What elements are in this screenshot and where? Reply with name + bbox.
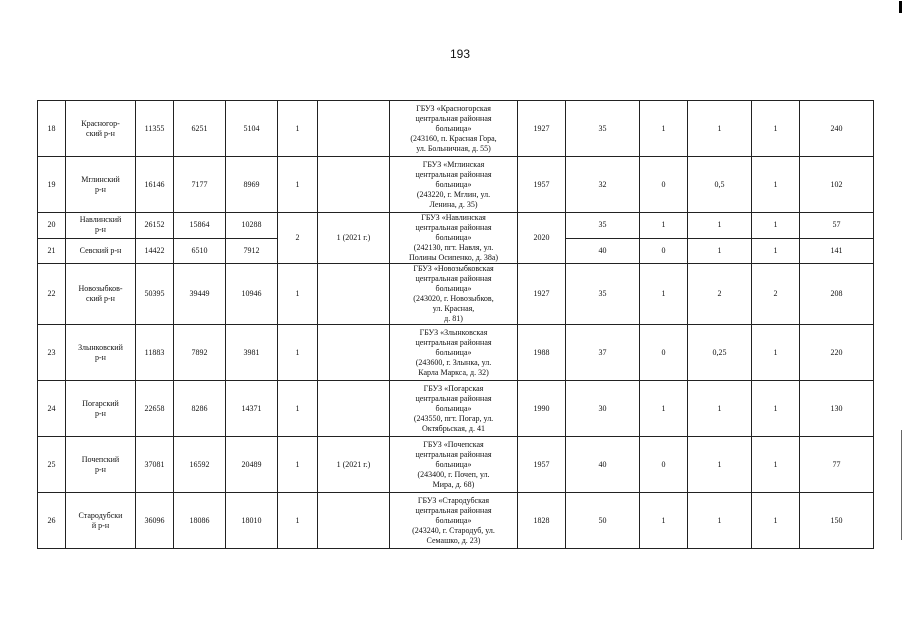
planned-col5 <box>318 325 390 381</box>
page-number: 193 <box>449 47 471 61</box>
organization-line: центральная районная <box>415 505 492 515</box>
value-col11: 220 <box>800 325 874 381</box>
planned-col5 <box>318 493 390 549</box>
organization-line: Полины Осипенко, д. 38а) <box>408 253 499 262</box>
district-name: Севский р-н <box>66 238 136 264</box>
year-built: 1990 <box>518 381 566 437</box>
corner-mark <box>899 1 902 13</box>
value-col7: 35 <box>566 213 640 239</box>
planned-col5 <box>318 157 390 213</box>
organization-line: ул. Больничная, д. 55) <box>416 143 491 153</box>
value-col11: 102 <box>800 157 874 213</box>
value-col10: 1 <box>752 437 800 493</box>
organization-cell <box>390 157 518 213</box>
population-col2: 7892 <box>174 325 226 381</box>
district-name: Навлинский р-н <box>66 213 136 239</box>
population-col3: 8969 <box>226 157 278 213</box>
organization-line: ул. Красная, <box>432 304 475 313</box>
year-built: 1957 <box>518 437 566 493</box>
table-row <box>38 325 874 381</box>
value-col10: 1 <box>752 493 800 549</box>
organization-line: ГБУЗ «Новозыбковская <box>413 264 494 273</box>
district-name: Стародубски й р-н <box>66 493 136 549</box>
value-col10: 2 <box>752 264 800 325</box>
row-number: 20 <box>38 213 66 239</box>
value-col10: 1 <box>752 101 800 157</box>
population-total: 11883 <box>136 325 174 381</box>
organization-line: Ленина, д. 35) <box>429 199 478 209</box>
organization-line: (243220, г. Мглин, ул. <box>416 189 491 199</box>
row-number: 24 <box>38 381 66 437</box>
row-number: 23 <box>38 325 66 381</box>
year-built: 1957 <box>518 157 566 213</box>
organization-line: больница» <box>435 123 472 133</box>
district-name: Погарский р-н <box>66 381 136 437</box>
population-total: 50395 <box>136 264 174 325</box>
population-col2: 6251 <box>174 101 226 157</box>
organization-line: Семашко, д. 23) <box>426 535 481 545</box>
value-col11: 130 <box>800 381 874 437</box>
district-name: Мглинский р-н <box>66 157 136 213</box>
organization-line: (242130, пгт. Навля, ул. <box>413 243 494 252</box>
row-number: 26 <box>38 493 66 549</box>
value-col9: 1 <box>688 437 752 493</box>
table-row <box>38 493 874 549</box>
organization-cell <box>390 101 518 157</box>
value-col9: 2 <box>688 264 752 325</box>
value-col8: 0 <box>640 325 688 381</box>
data-table <box>37 100 874 549</box>
scan-edge-line <box>901 430 902 540</box>
value-col7: 35 <box>566 101 640 157</box>
population-col2: 8286 <box>174 381 226 437</box>
organization-line: д. 81) <box>444 314 463 323</box>
population-total: 16146 <box>136 157 174 213</box>
organization-line: больница» <box>435 459 472 469</box>
population-col3: 18010 <box>226 493 278 549</box>
organization-line: больница» <box>435 347 472 357</box>
table-row <box>38 437 874 493</box>
planned-col5 <box>318 101 390 157</box>
value-col9: 1 <box>688 493 752 549</box>
value-col9: 0,25 <box>688 325 752 381</box>
population-total: 14422 <box>136 238 174 264</box>
organization-line: центральная районная <box>415 393 492 403</box>
value-col9: 1 <box>688 101 752 157</box>
population-col2: 16592 <box>174 437 226 493</box>
value-col7: 40 <box>566 238 640 264</box>
table-row <box>38 101 874 157</box>
count-col4: 2 <box>278 213 318 264</box>
organization-line: больница» <box>435 403 472 413</box>
year-built: 1988 <box>518 325 566 381</box>
count-col4: 1 <box>278 381 318 437</box>
organization-line: центральная районная <box>415 169 492 179</box>
table-row <box>38 264 874 325</box>
organization-line: центральная районная <box>415 337 492 347</box>
organization-cell <box>390 264 518 325</box>
population-total: 26152 <box>136 213 174 239</box>
table-row <box>38 213 874 239</box>
population-col2: 39449 <box>174 264 226 325</box>
organization-line: больница» <box>435 284 472 293</box>
organization-line: ГБУЗ «Стародубская <box>417 495 490 505</box>
count-col4: 1 <box>278 437 318 493</box>
organization-line: (243400, г. Почеп, ул. <box>417 469 490 479</box>
value-col8: 0 <box>640 437 688 493</box>
organization-line: центральная районная <box>415 113 492 123</box>
organization-line: (243550, пгт. Погар, ул. <box>413 413 494 423</box>
value-col10: 1 <box>752 381 800 437</box>
value-col11: 240 <box>800 101 874 157</box>
table-row <box>38 381 874 437</box>
value-col10: 1 <box>752 325 800 381</box>
value-col11: 77 <box>800 437 874 493</box>
population-col2: 18086 <box>174 493 226 549</box>
organization-line: ГБУЗ «Мглинская <box>422 159 485 169</box>
population-col3: 10288 <box>226 213 278 239</box>
count-col4: 1 <box>278 157 318 213</box>
value-col10: 1 <box>752 157 800 213</box>
value-col7: 37 <box>566 325 640 381</box>
count-col4: 1 <box>278 325 318 381</box>
organization-line: Октябрьская, д. 41 <box>422 423 485 433</box>
population-total: 36096 <box>136 493 174 549</box>
population-col2: 7177 <box>174 157 226 213</box>
organization-line: ГБУЗ «Красногорская <box>416 103 491 113</box>
row-number: 25 <box>38 437 66 493</box>
year-built: 1927 <box>518 264 566 325</box>
year-built: 2020 <box>518 213 566 264</box>
organization-line: центральная районная <box>415 449 492 459</box>
value-col7: 32 <box>566 157 640 213</box>
population-col3: 7912 <box>226 238 278 264</box>
value-col9: 0,5 <box>688 157 752 213</box>
value-col7: 35 <box>566 264 640 325</box>
value-col11: 57 <box>800 213 874 239</box>
value-col9: 1 <box>688 213 752 239</box>
value-col10: 1 <box>752 238 800 264</box>
count-col4: 1 <box>278 493 318 549</box>
organization-line: больница» <box>435 179 472 189</box>
value-col7: 40 <box>566 437 640 493</box>
population-col3: 14371 <box>226 381 278 437</box>
district-name: Злынковский р-н <box>66 325 136 381</box>
population-total: 11355 <box>136 101 174 157</box>
value-col9: 1 <box>688 381 752 437</box>
count-col4: 1 <box>278 101 318 157</box>
organization-line: центральная районная <box>415 223 492 232</box>
organization-line: ГБУЗ «Погарская <box>423 383 484 393</box>
value-col8: 0 <box>640 238 688 264</box>
population-col3: 5104 <box>226 101 278 157</box>
organization-line: (243160, п. Красная Гора, <box>410 133 497 143</box>
organization-cell <box>390 437 518 493</box>
organization-cell <box>390 493 518 549</box>
planned-col5: 1 (2021 г.) <box>318 213 390 264</box>
value-col8: 1 <box>640 493 688 549</box>
population-col2: 15864 <box>174 213 226 239</box>
district-name: Красногор- ский р-н <box>66 101 136 157</box>
organization-line: ГБУЗ «Навлинская <box>421 213 486 222</box>
value-col7: 30 <box>566 381 640 437</box>
value-col10: 1 <box>752 213 800 239</box>
row-number: 19 <box>38 157 66 213</box>
organization-cell <box>390 325 518 381</box>
value-col8: 0 <box>640 157 688 213</box>
value-col8: 1 <box>640 264 688 325</box>
value-col9: 1 <box>688 238 752 264</box>
planned-col5 <box>318 381 390 437</box>
row-number: 22 <box>38 264 66 325</box>
organization-cell <box>390 381 518 437</box>
population-col3: 10946 <box>226 264 278 325</box>
value-col7: 50 <box>566 493 640 549</box>
value-col8: 1 <box>640 101 688 157</box>
organization-cell <box>390 213 518 264</box>
organization-line: (243600, г. Злынка, ул. <box>415 357 492 367</box>
value-col11: 141 <box>800 238 874 264</box>
organization-line: больница» <box>435 515 472 525</box>
organization-line: больница» <box>435 233 472 242</box>
planned-col5 <box>318 264 390 325</box>
value-col8: 1 <box>640 381 688 437</box>
value-col11: 150 <box>800 493 874 549</box>
district-name: Новозыбков- ский р-н <box>66 264 136 325</box>
year-built: 1927 <box>518 101 566 157</box>
district-name: Почепский р-н <box>66 437 136 493</box>
population-total: 37081 <box>136 437 174 493</box>
organization-line: центральная районная <box>415 274 492 283</box>
row-number: 21 <box>38 238 66 264</box>
value-col11: 208 <box>800 264 874 325</box>
population-total: 22658 <box>136 381 174 437</box>
row-number: 18 <box>38 101 66 157</box>
year-built: 1828 <box>518 493 566 549</box>
organization-line: Мира, д. 68) <box>432 479 475 489</box>
population-col3: 3981 <box>226 325 278 381</box>
organization-line: Карла Маркса, д. 32) <box>418 367 489 377</box>
table-row <box>38 157 874 213</box>
value-col8: 1 <box>640 213 688 239</box>
organization-line: (243240, г. Стародуб, ул. <box>412 525 495 535</box>
population-col2: 6510 <box>174 238 226 264</box>
organization-line: ГБУЗ «Злынковская <box>419 327 488 337</box>
organization-line: ГБУЗ «Почепская <box>423 439 484 449</box>
planned-col5: 1 (2021 г.) <box>318 437 390 493</box>
count-col4: 1 <box>278 264 318 325</box>
organization-line: (243020, г. Новозыбков, <box>413 294 494 303</box>
population-col3: 20489 <box>226 437 278 493</box>
